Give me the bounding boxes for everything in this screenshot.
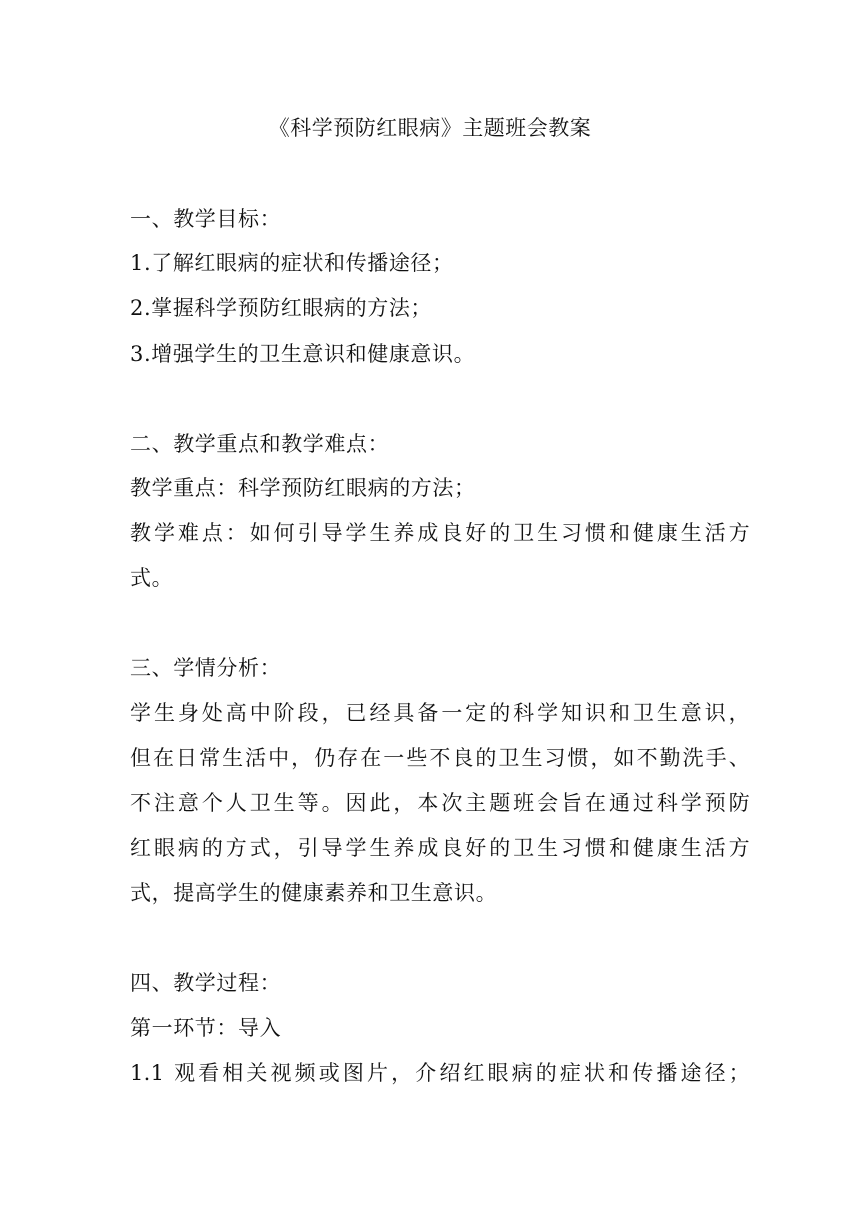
- objective-item: 1.了解红眼病的症状和传播途径；: [130, 251, 454, 275]
- document-title: 《科学预防红眼病》主题班会教案: [268, 116, 592, 140]
- analysis-text-line: 式，提高学生的健康素养和卫生意识。: [130, 881, 498, 905]
- key-point-text: 教学重点：科学预防红眼病的方法；: [130, 476, 476, 500]
- objective-item: 3.增强学生的卫生意识和健康意识。: [130, 342, 476, 366]
- difficulty-text-line: 式。: [130, 566, 174, 590]
- analysis-text-line: 红眼病的方式，引导学生养成良好的卫生习惯和健康生活方: [130, 836, 750, 860]
- process-step-title: 第一环节：导入: [130, 1016, 282, 1040]
- analysis-text-line: 学生身处高中阶段，已经具备一定的科学知识和卫生意识，: [130, 701, 750, 725]
- analysis-text-line: 但在日常生活中，仍存在一些不良的卫生习惯，如不勤洗手、: [130, 746, 750, 770]
- process-step-item: 1.1 观看相关视频或图片，介绍红眼病的症状和传播途径；: [130, 1061, 750, 1085]
- section-heading-objectives: 一、教学目标：: [130, 207, 282, 231]
- objective-item: 2.掌握科学预防红眼病的方法；: [130, 296, 433, 320]
- analysis-text-line: 不注意个人卫生等。因此，本次主题班会旨在通过科学预防: [130, 791, 750, 815]
- section-heading-analysis: 三、学情分析：: [130, 656, 282, 680]
- difficulty-text-line: 教学难点：如何引导学生养成良好的卫生习惯和健康生活方: [130, 521, 750, 545]
- section-heading-key-points: 二、教学重点和教学难点：: [130, 432, 390, 456]
- section-heading-process: 四、教学过程：: [130, 971, 282, 995]
